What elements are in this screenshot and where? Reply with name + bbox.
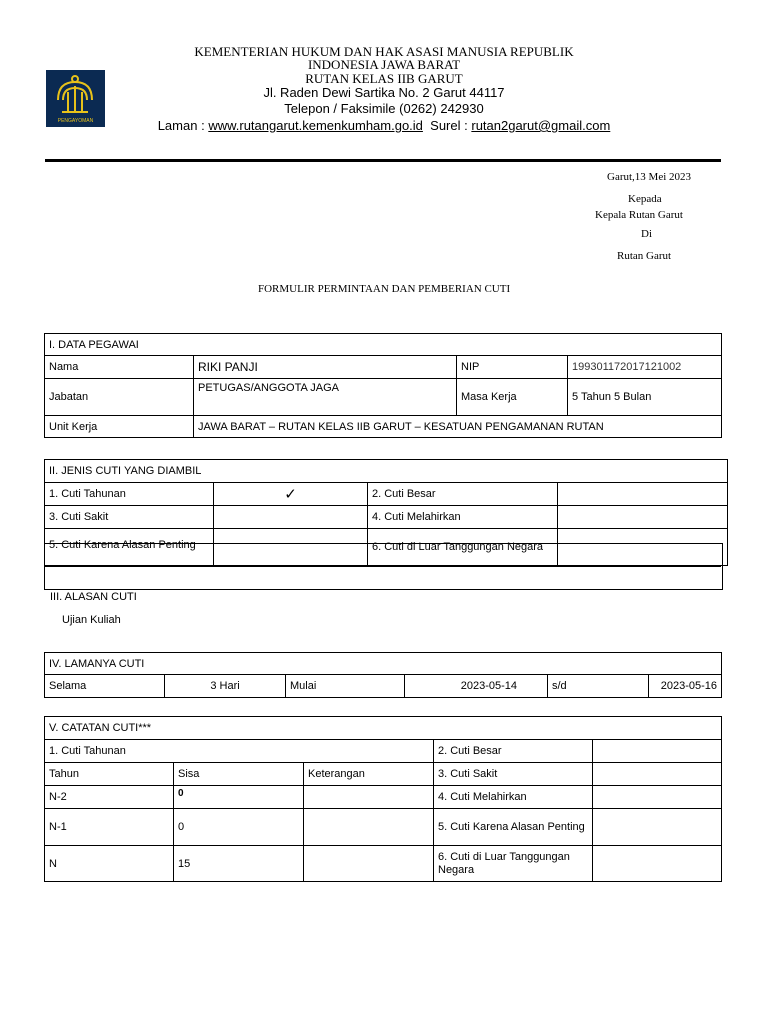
cuti-melahirkan-check xyxy=(558,506,728,529)
selama-value: 3 Hari xyxy=(165,675,286,698)
cuti-melahirkan-row-label: 4. Cuti Melahirkan xyxy=(434,786,593,809)
office-name: RUTAN KELAS IIB GARUT xyxy=(305,71,463,86)
unit-kerja-value: JAWA BARAT – RUTAN KELAS IIB GARUT – KESATUAN PENGAMANAN RUTAN xyxy=(194,416,722,438)
cuti-melahirkan-row-value xyxy=(593,786,722,809)
cuti-sakit-check xyxy=(214,506,368,529)
cuti-luar-tanggungan-row-value xyxy=(593,846,722,882)
unit-kerja-label: Unit Kerja xyxy=(45,416,194,438)
cuti-alasan-penting-row-label: 5. Cuti Karena Alasan Penting xyxy=(434,809,593,846)
keterangan-header: Keterangan xyxy=(304,763,434,786)
cuti-sakit-label: 3. Cuti Sakit xyxy=(45,506,214,529)
cuti-luar-tanggungan-label: 6. Cuti di Luar Tanggungan Negara xyxy=(368,529,558,566)
jabatan-value: PETUGAS/ANGGOTA JAGA xyxy=(194,379,457,416)
mulai-label: Mulai xyxy=(286,675,405,698)
lamanya-cuti-table xyxy=(44,652,722,698)
sampai-value: 2023-05-16 xyxy=(649,675,722,698)
contact-line xyxy=(0,118,768,133)
letter-di: Di xyxy=(641,228,652,240)
section2-title: II. JENIS CUTI YANG DIAMBIL xyxy=(45,460,728,483)
email-link[interactable]: rutan2garut@gmail.com xyxy=(471,118,611,133)
ministry-line-2: INDONESIA JAWA BARAT xyxy=(307,57,461,72)
cuti-tahunan-label: 1. Cuti Tahunan xyxy=(45,483,214,506)
section1-title: I. DATA PEGAWAI xyxy=(45,334,722,356)
office-address: Jl. Raden Dewi Sartika No. 2 Garut 44117 xyxy=(263,85,505,100)
mulai-value: 2023-05-14 xyxy=(405,675,548,698)
row-n1-sisa: 0 xyxy=(174,809,304,846)
ministry-line-1: KEMENTERIAN HUKUM DAN HAK ASASI MANUSIA REPUBLIK xyxy=(194,44,574,59)
nama-label: Nama xyxy=(45,356,194,379)
sd-label: s/d xyxy=(548,675,649,698)
cuti-besar-label: 2. Cuti Besar xyxy=(368,483,558,506)
letter-to: Kepada xyxy=(628,193,662,205)
sisa-header: Sisa xyxy=(174,763,304,786)
alasan-cuti-text: Ujian Kuliah xyxy=(62,614,121,626)
email-label: Surel : xyxy=(430,118,468,133)
masa-kerja-label: Masa Kerja xyxy=(457,379,568,416)
data-pegawai-table xyxy=(44,333,722,438)
cuti-besar-row-label: 2. Cuti Besar xyxy=(434,740,593,763)
row-n1-tahun: N-1 xyxy=(45,809,174,846)
cuti-alasan-penting-row-value xyxy=(593,809,722,846)
row-n-tahun: N xyxy=(45,846,174,882)
cuti-luar-tanggungan-check xyxy=(558,529,728,566)
row-n-sisa: 15 xyxy=(174,846,304,882)
section5-title: V. CATATAN CUTI*** xyxy=(45,717,722,740)
row-n2-keterangan xyxy=(304,786,434,809)
cuti-luar-tanggungan-row-label: 6. Cuti di Luar Tanggungan Negara xyxy=(434,846,593,882)
letter-recipient: Kepala Rutan Garut xyxy=(595,209,683,221)
logo-caption: PENGAYOMAN xyxy=(57,118,94,124)
cuti-tahunan-header: 1. Cuti Tahunan xyxy=(45,740,434,763)
header-divider xyxy=(45,159,721,162)
nip-label: NIP xyxy=(457,356,568,379)
cuti-melahirkan-label: 4. Cuti Melahirkan xyxy=(368,506,558,529)
nama-value: RIKI PANJI xyxy=(194,356,457,379)
office-phone: Telepon / Faksimile (0262) 242930 xyxy=(284,101,484,116)
website-link[interactable]: www.rutangarut.kemenkumham.go.id xyxy=(208,118,423,133)
row-n1-keterangan xyxy=(304,809,434,846)
cuti-besar-check xyxy=(558,483,728,506)
tahun-header: Tahun xyxy=(45,763,174,786)
nip-value: 199301172017121002 xyxy=(568,356,722,379)
cuti-besar-row-value xyxy=(593,740,722,763)
row-n2-tahun: N-2 xyxy=(45,786,174,809)
jenis-cuti-table xyxy=(44,459,728,566)
cuti-alasan-penting-check xyxy=(214,529,368,566)
letter-place: Rutan Garut xyxy=(617,250,672,262)
section3-title: III. ALASAN CUTI xyxy=(50,591,137,603)
web-label: Laman : xyxy=(157,118,205,133)
selama-label: Selama xyxy=(45,675,165,698)
row-n2-sisa: 0 xyxy=(174,786,304,809)
cuti-sakit-row-value xyxy=(593,763,722,786)
catatan-cuti-table xyxy=(44,716,722,882)
cuti-alasan-penting-label: 5. Cuti Karena Alasan Penting xyxy=(45,529,214,566)
form-title: FORMULIR PERMINTAAN DAN PEMBERIAN CUTI xyxy=(258,283,511,295)
section4-title: IV. LAMANYA CUTI xyxy=(45,653,722,675)
row-n-keterangan xyxy=(304,846,434,882)
cuti-tahunan-checkmark: ✓ xyxy=(214,483,368,506)
letter-date: Garut,13 Mei 2023 xyxy=(607,171,692,183)
jabatan-label: Jabatan xyxy=(45,379,194,416)
cuti-sakit-row-label: 3. Cuti Sakit xyxy=(434,763,593,786)
masa-kerja-value: 5 Tahun 5 Bulan xyxy=(568,379,722,416)
overlap-line xyxy=(44,566,721,567)
